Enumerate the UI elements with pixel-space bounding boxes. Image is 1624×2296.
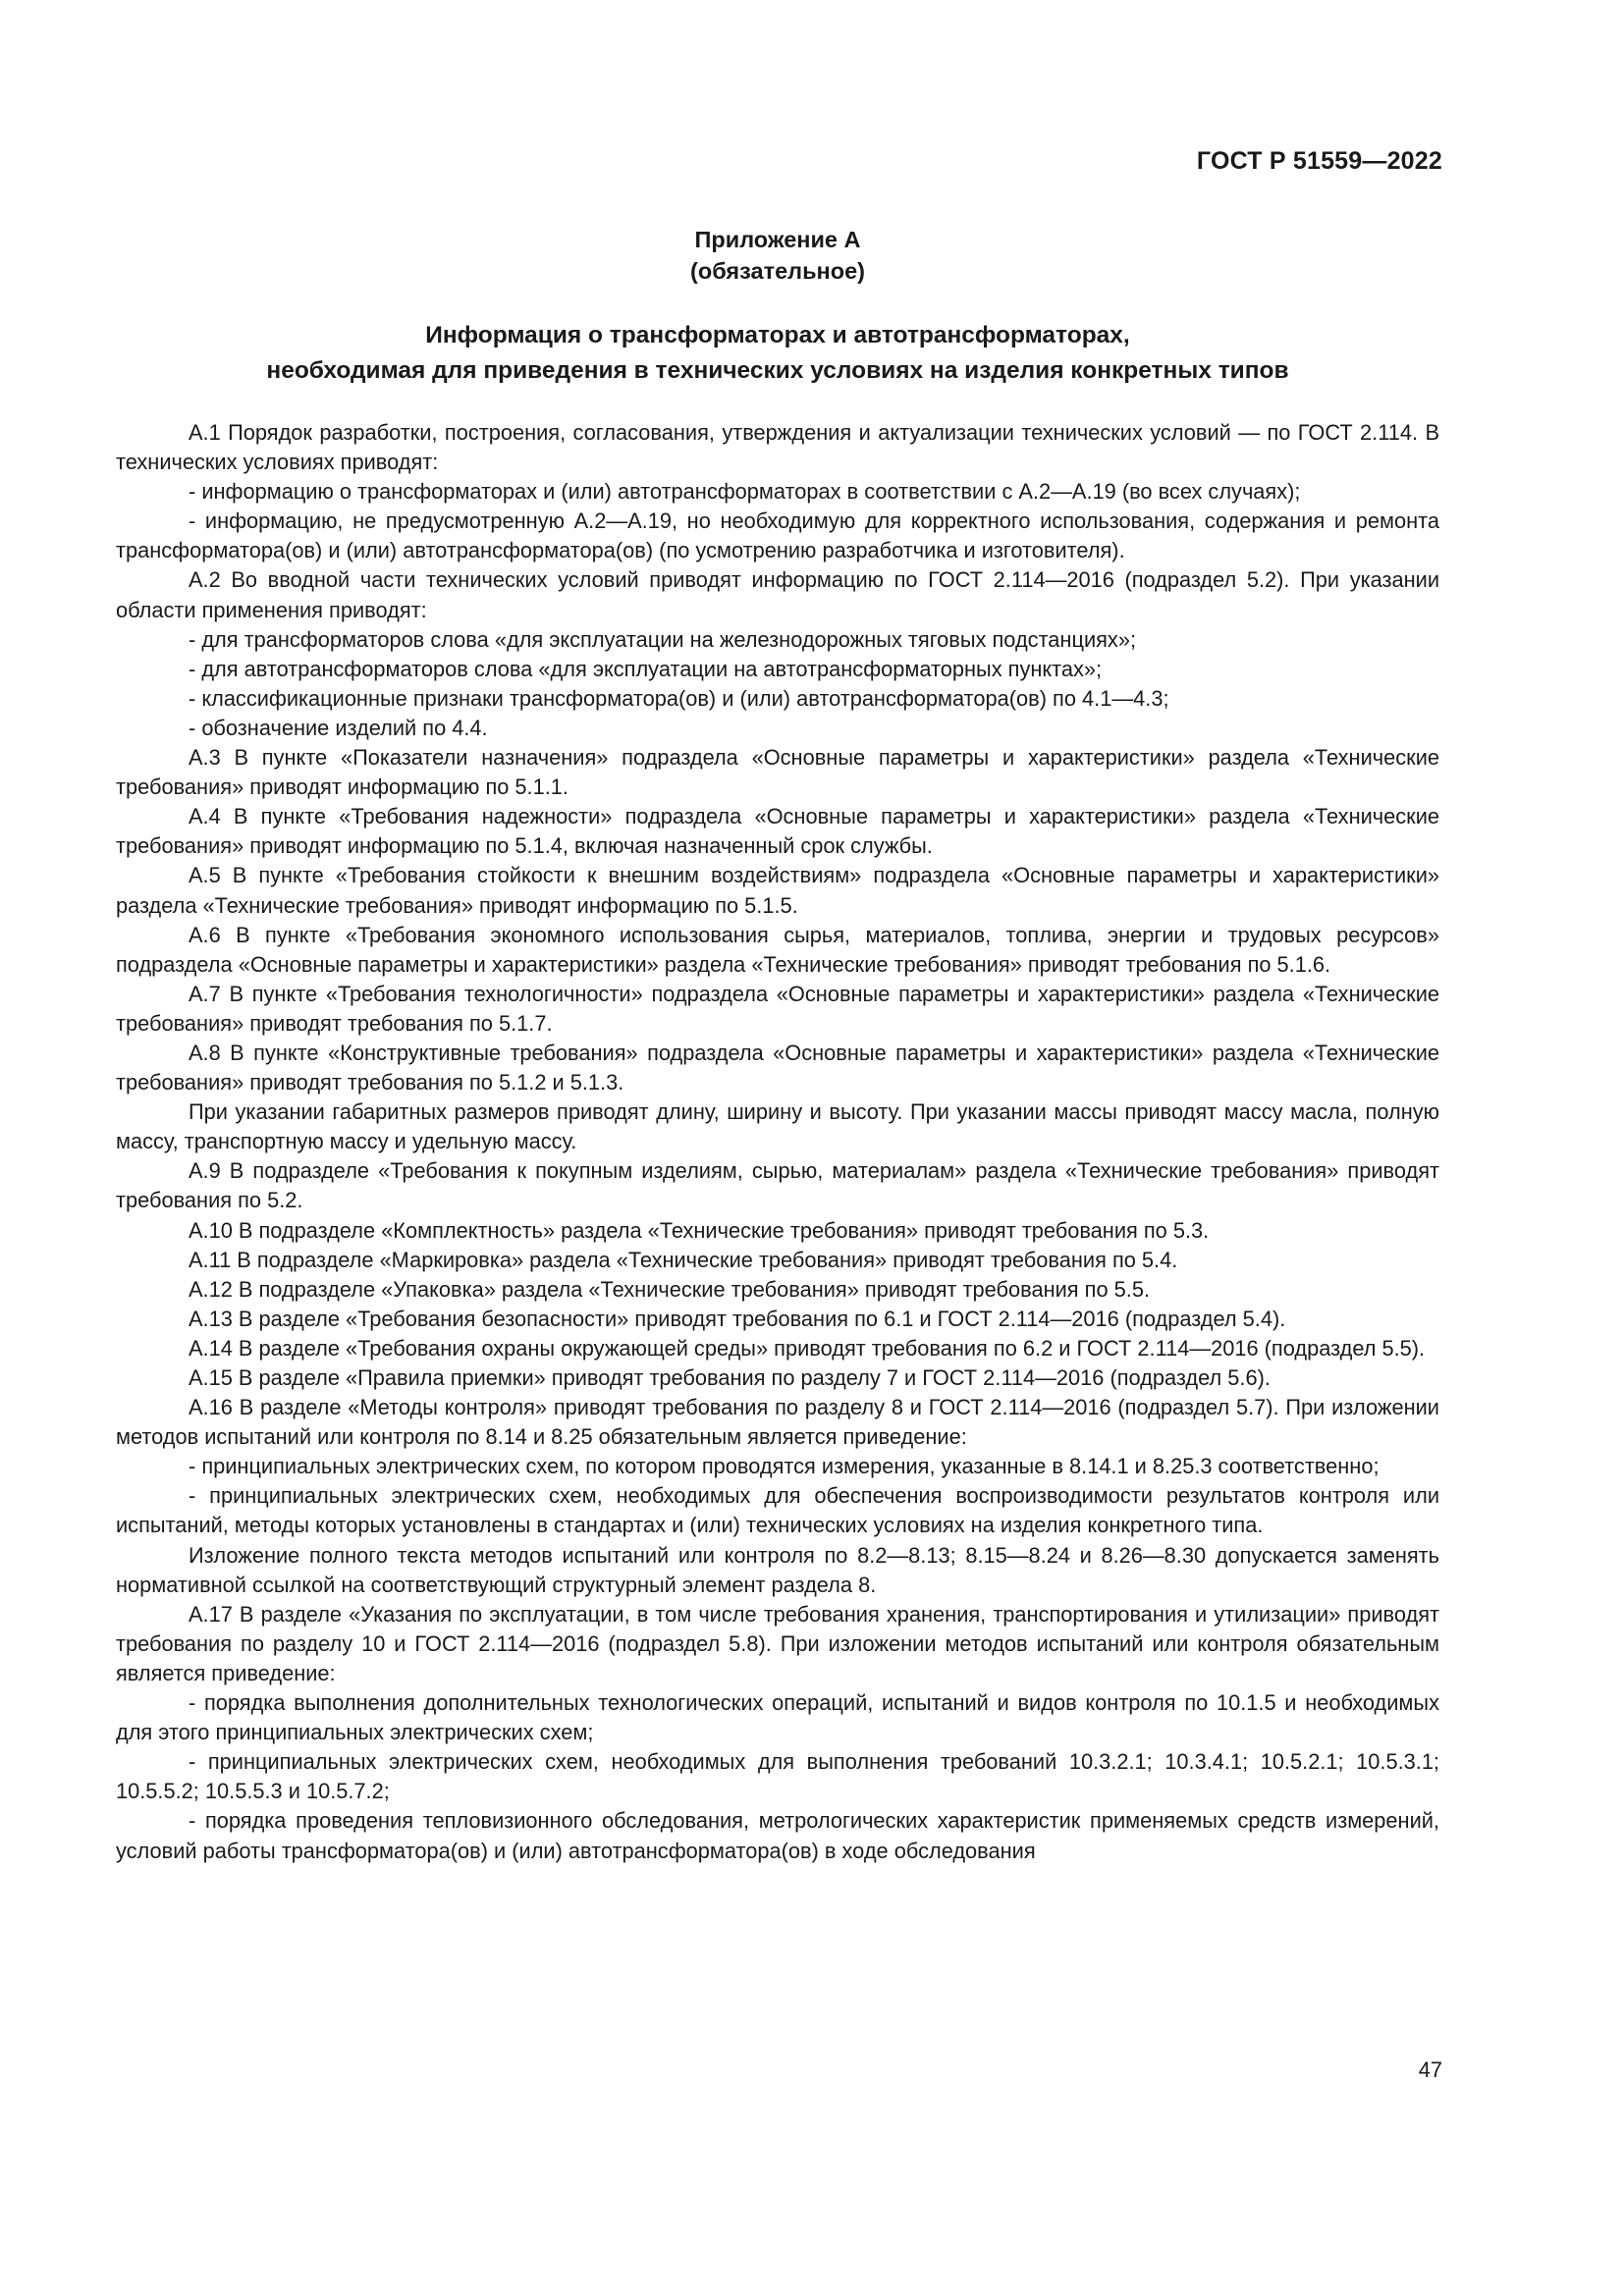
paragraph-a16-reference: Изложение полного текста методов испытаний или контроля по 8.2—8.13; 8.15—8.24 и 8.26—8.30 допускается заменять нормативной ссылкой на соответствующий структурный элемент раздела 8.	[116, 1542, 1439, 1597]
paragraph-a8-dimensions: При указании габаритных размеров приводят длину, ширину и высоту. При указании массы приводят массу масла, полную массу, транспортную массу и удельную массу.	[116, 1099, 1439, 1154]
paragraph-a11: А.11 В подразделе «Маркировка» раздела «Технические требования» приводят требования по 5.4.	[189, 1247, 1178, 1272]
list-item: - принципиальных электрических схем, по котором проводятся измерения, указанные в 8.14.1 и 8.25.3 соответственно;	[189, 1454, 1380, 1479]
annex-heading	[116, 224, 1439, 287]
paragraph-a6: А.6 В пункте «Требования экономного использования сырья, материалов, топлива, энергии и трудовых ресурсов» подраздела «Основные параметры и характеристики» раздела «Технические требования» приводят требования по 5.1.6.	[116, 922, 1439, 977]
list-item: - принципиальных электрических схем, необходимых для выполнения требований 10.3.2.1; 10.3.4.1; 10.5.2.1; 10.5.3.1; 10.5.5.2; 10.5.5.3 и 10.5.7.2;	[116, 1749, 1439, 1804]
page-number: 47	[1418, 2057, 1442, 2082]
annex-title: Приложение А	[694, 227, 861, 252]
section-title	[116, 318, 1439, 389]
paragraph-a10: А.10 В подразделе «Комплектность» раздела «Технические требования» приводят требования по 5.3.	[189, 1217, 1210, 1243]
paragraph-a7: А.7 В пункте «Требования технологичности» подраздела «Основные параметры и характеристики» раздела «Технические требования» приводят требования по 5.1.7.	[116, 981, 1439, 1036]
list-item: - принципиальных электрических схем, необходимых для обеспечения воспроизводимости результатов контроля или испытаний, методы которых установлены в стандартах и (или) технических условиях на изделия конкретного типа.	[116, 1483, 1439, 1538]
paragraph-a2: А.2 Во вводной части технических условий приводят информацию по ГОСТ 2.114—2016 (подраздел 5.2). При указании области применения приводят:	[116, 567, 1439, 622]
annex-status: (обязательное)	[690, 258, 865, 284]
paragraph-a8: А.8 В пункте «Конструктивные требования» подраздела «Основные параметры и характеристики» раздела «Технические требования» приводят требования по 5.1.2 и 5.1.3.	[116, 1040, 1439, 1095]
list-item: - для автотрансформаторов слова «для эксплуатации на автотрансформаторных пунктах»;	[189, 656, 1103, 681]
list-item: - информацию, не предусмотренную А.2—А.19, но необходимую для корректного использования, содержания и ремонта трансформатора(ов) и (или) автотрансформатора(ов) (по усмотрению разработчика и изготовителя).	[116, 508, 1439, 563]
paragraph-a15: А.15 В разделе «Правила приемки» приводят требования по разделу 7 и ГОСТ 2.114—2016 (подраздел 5.6).	[189, 1365, 1271, 1390]
paragraph-a3: А.3 В пункте «Показатели назначения» подраздела «Основные параметры и характеристики» раздела «Технические требования» приводят информацию по 5.1.1.	[116, 745, 1439, 800]
list-item: - информацию о трансформаторах и (или) автотрансформаторах в соответствии с А.2—А.19 (во всех случаях);	[189, 479, 1301, 505]
list-item: - обозначение изделий по 4.4.	[189, 715, 488, 740]
list-item: - классификационные признаки трансформатора(ов) и (или) автотрансформатора(ов) по 4.1—4.3;	[189, 685, 1169, 711]
section-title-line-2: необходимая для приведения в технических условиях на изделия конкретных типов	[266, 357, 1289, 384]
paragraph-a1: А.1 Порядок разработки, построения, согласования, утверждения и актуализации технических условий — по ГОСТ 2.114. В технических условиях приводят:	[116, 420, 1439, 475]
document-body	[116, 418, 1439, 1866]
list-item: - порядка проведения тепловизионного обследования, метрологических характеристик применяемых средств измерений, условий работы трансформатора(ов) и (или) автотрансформатора(ов) в ходе обследования	[116, 1808, 1439, 1863]
paragraph-a9: А.9 В подразделе «Требования к покупным изделиям, сырью, материалам» раздела «Технические требования» приводят требования по 5.2.	[116, 1158, 1439, 1213]
paragraph-a16: А.16 В разделе «Методы контроля» приводят требования по разделу 8 и ГОСТ 2.114—2016 (подраздел 5.7). При изложении методов испытаний или контроля по 8.14 и 8.25 обязательным является приведение:	[116, 1395, 1439, 1450]
list-item: - порядка выполнения дополнительных технологических операций, испытаний и видов контроля по 10.1.5 и необходимых для этого принципиальных электрических схем;	[116, 1690, 1439, 1745]
paragraph-a12: А.12 В подразделе «Упаковка» раздела «Технические требования» приводят требования по 5.5.	[189, 1276, 1150, 1302]
paragraph-a13: А.13 В разделе «Требования безопасности» приводят требования по 6.1 и ГОСТ 2.114—2016 (подраздел 5.4).	[189, 1306, 1286, 1331]
paragraph-a5: А.5 В пункте «Требования стойкости к внешним воздействиям» подраздела «Основные параметры и характеристики» раздела «Технические требования» приводят информацию по 5.1.5.	[116, 863, 1439, 918]
paragraph-a14: А.14 В разделе «Требования охраны окружающей среды» приводят требования по 6.2 и ГОСТ 2.114—2016 (подраздел 5.5).	[189, 1335, 1426, 1361]
paragraph-a4: А.4 В пункте «Требования надежности» подраздела «Основные параметры и характеристики» раздела «Технические требования» приводят информацию по 5.1.4, включая назначенный срок службы.	[116, 804, 1439, 859]
paragraph-a17: А.17 В разделе «Указания по эксплуатации, в том числе требования хранения, транспортирования и утилизации» приводят требования по разделу 10 и ГОСТ 2.114—2016 (подраздел 5.8). При изложении методов испытаний или контроля обязательным является приведение:	[116, 1601, 1439, 1685]
section-title-line-1: Информация о трансформаторах и автотрансформаторах,	[425, 322, 1130, 348]
document-code: ГОСТ Р 51559—2022	[1196, 147, 1442, 175]
list-item: - для трансформаторов слова «для эксплуатации на железнодорожных тяговых подстанциях»;	[189, 626, 1137, 652]
